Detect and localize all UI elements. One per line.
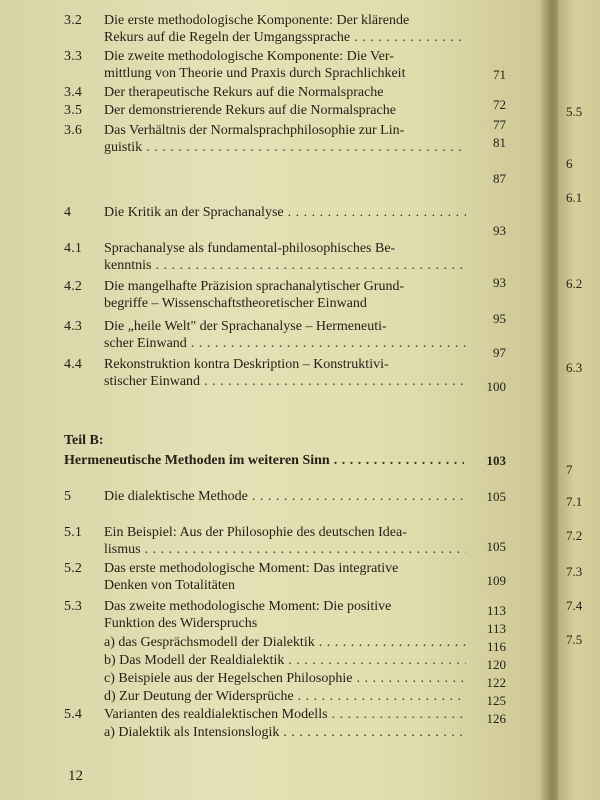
toc-page-number: 122 (486, 675, 506, 690)
toc-title (104, 524, 466, 558)
toc-title-line: Rekurs auf die Regeln der Umgangssprache . . . (104, 29, 466, 46)
toc-title (104, 688, 466, 705)
toc-number: 5.1 (64, 525, 83, 540)
toc-title (104, 278, 466, 312)
page-number: 12 (68, 768, 83, 784)
toc-page-number: 109 (486, 573, 506, 588)
toc-title-line: lismus . . . (104, 541, 466, 558)
toc-title-line: Die erste methodologische Komponente: Der klärende (104, 13, 410, 28)
toc-title-line: Funktion des Widerspruchs (104, 616, 258, 631)
toc-page-number: 120 (486, 657, 506, 672)
toc-title (104, 122, 466, 156)
toc-title-line: a) das Gesprächsmodell der Dialektik . . . (104, 634, 466, 651)
toc-number: 4.2 (64, 279, 83, 294)
toc-title-line: b) Das Modell der Realdialektik . . . (104, 652, 466, 669)
book-page-right (558, 0, 600, 800)
toc-number: 5.3 (64, 599, 83, 614)
facing-number: 7.2 (566, 528, 583, 543)
toc-page-number: 125 (486, 693, 506, 708)
toc-page-number: 87 (493, 171, 506, 186)
toc-title-line: Das zweite methodologische Moment: Die positive (104, 599, 392, 614)
part-b-label (64, 432, 504, 449)
toc-title-line: Rekonstruktion kontra Deskription – Konstruktivi- (104, 357, 389, 372)
toc-number: 5.2 (64, 561, 83, 576)
toc-number: 3.4 (64, 85, 83, 100)
toc-page-number: 95 (493, 311, 506, 326)
toc-page-number: 72 (493, 97, 506, 112)
toc-page-number: 105 (486, 539, 506, 554)
toc-title (104, 652, 466, 669)
toc-title-line: Der demonstrierende Rekurs auf die Normalsprache (104, 103, 396, 118)
toc-title (104, 598, 466, 632)
toc-title (104, 356, 466, 390)
facing-number: 7.4 (566, 598, 583, 613)
facing-number: 6.2 (566, 276, 583, 291)
toc-title-line: Varianten des realdialektischen Modells . . . (104, 706, 466, 723)
toc-title-line: Die „heile Welt" der Sprachanalyse – Hermeneuti- (104, 319, 387, 334)
toc-page-number: 97 (493, 345, 506, 360)
toc-title (104, 84, 466, 101)
toc-title (104, 488, 466, 505)
toc-page-number: 71 (493, 67, 506, 82)
facing-number: 6.1 (566, 190, 583, 205)
toc-number: 5 (64, 489, 72, 504)
facing-number: 7.3 (566, 564, 583, 579)
toc-title-line: Ein Beispiel: Aus der Philosophie des deutschen Idea- (104, 525, 407, 540)
toc-number: 4.3 (64, 319, 83, 334)
toc-page-number: 113 (486, 603, 506, 618)
toc-number: 4 (64, 205, 72, 220)
toc-title-line: Die Kritik an der Sprachanalyse . . . (104, 204, 466, 221)
toc-page-number: 105 (486, 489, 506, 504)
toc-number: 3.5 (64, 103, 83, 118)
toc-title-line: Die zweite methodologische Komponente: Die Ver- (104, 49, 394, 64)
toc-number: 5.4 (64, 707, 83, 722)
toc-title (104, 560, 466, 594)
toc-title-line: a) Dialektik als Intensionslogik . . . (104, 724, 466, 741)
facing-number: 5.5 (566, 104, 583, 119)
toc-title-line: mittlung von Theorie und Praxis durch Sprachlichkeit (104, 66, 406, 81)
toc-number: 4.1 (64, 241, 83, 256)
toc-page-number: 103 (486, 453, 506, 468)
toc-page-number: 113 (486, 621, 506, 636)
part-title (64, 452, 464, 469)
toc-title (104, 318, 466, 352)
toc-title (104, 12, 466, 46)
toc-title (104, 724, 466, 741)
part-title-line: Hermeneutische Methoden im weiteren Sinn . . . (64, 452, 464, 469)
toc-number: 3.3 (64, 49, 83, 64)
toc-page-number: 126 (486, 711, 506, 726)
facing-number: 6 (566, 156, 573, 171)
toc-title-line: kenntnis . . . (104, 257, 466, 274)
toc-number: 3.6 (64, 123, 83, 138)
facing-number: 7 (566, 462, 573, 477)
facing-number: 6.3 (566, 360, 583, 375)
toc-title-line: Die mangelhafte Präzision sprachanalytischer Grund- (104, 279, 405, 294)
toc-title-line: stischer Einwand . . . (104, 373, 466, 390)
toc-title-line: c) Beispiele aus der Hegelschen Philosophie . . . (104, 670, 466, 687)
toc-title-line: Denken von Totalitäten (104, 578, 235, 593)
facing-number: 7.1 (566, 494, 583, 509)
toc-title (104, 706, 466, 723)
toc-title-line: d) Zur Deutung der Widersprüche . . . (104, 688, 466, 705)
toc-title-line: guistik . . . (104, 139, 466, 156)
toc-title (104, 670, 466, 687)
part-label: Teil B: (64, 433, 104, 448)
toc-title (104, 102, 466, 119)
toc-title-line: Sprachanalyse als fundamental-philosophisches Be- (104, 241, 396, 256)
facing-number: 7.5 (566, 632, 583, 647)
toc-page-number: 116 (486, 639, 506, 654)
toc-page-number: 93 (493, 275, 506, 290)
toc-title (104, 240, 466, 274)
toc-page-number: 100 (486, 379, 506, 394)
toc-number: 3.2 (64, 13, 83, 28)
toc-page-number: 81 (493, 135, 506, 150)
toc-title-line: begriffe – Wissenschaftstheoretischer Einwand (104, 296, 367, 311)
toc-title (104, 204, 466, 221)
toc-title (104, 48, 466, 82)
toc-title (104, 634, 466, 651)
toc-title-line: Der therapeutische Rekurs auf die Normalsprache (104, 85, 384, 100)
toc-title-line: Die dialektische Methode . . . (104, 488, 466, 505)
toc-title-line: Das Verhältnis der Normalsprachphilosophie zur Lin- (104, 123, 405, 138)
toc-title-line: scher Einwand . . . (104, 335, 466, 352)
toc-number: 4.4 (64, 357, 83, 372)
toc-title-line: Das erste methodologische Moment: Das integrative (104, 561, 399, 576)
toc-page-number: 77 (493, 117, 506, 132)
toc-page-number: 93 (493, 223, 506, 238)
